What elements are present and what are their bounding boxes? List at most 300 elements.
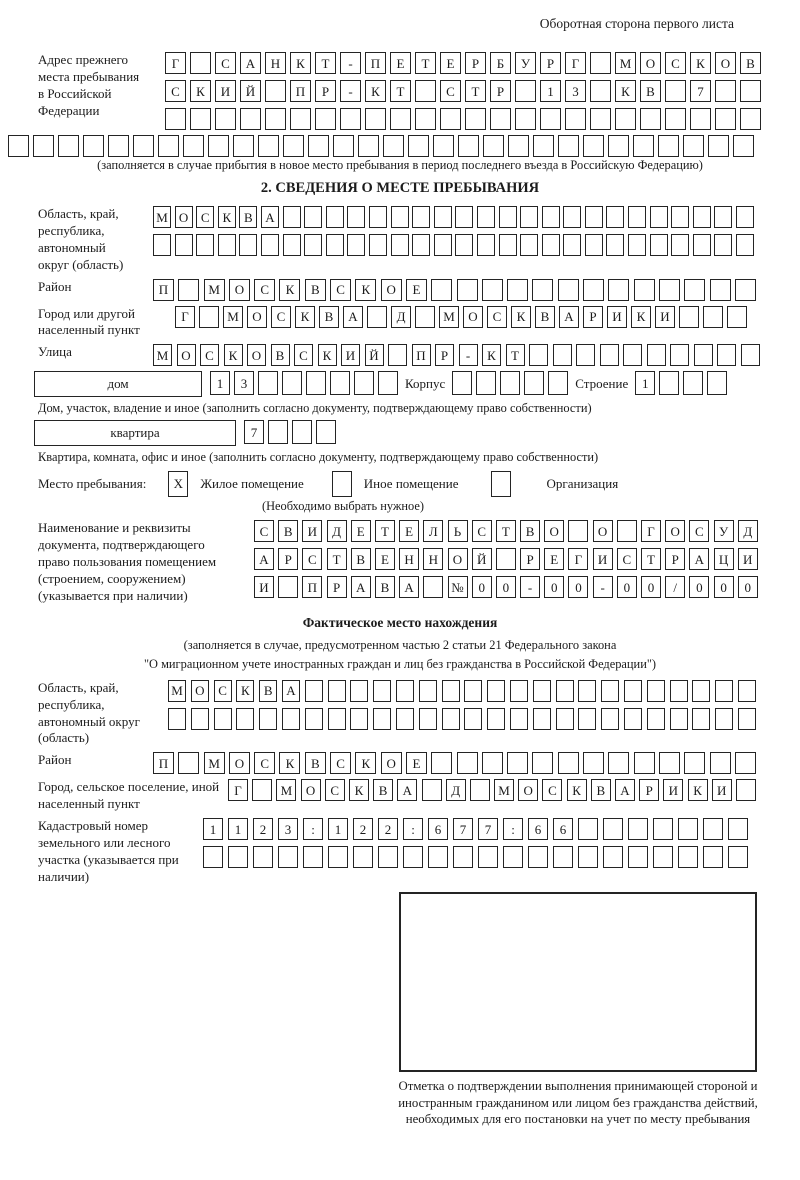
- char-box[interactable]: [710, 752, 731, 774]
- char-box[interactable]: 1: [328, 818, 348, 840]
- char-box[interactable]: [524, 371, 544, 395]
- char-box[interactable]: [240, 108, 261, 130]
- char-box[interactable]: С: [330, 752, 351, 774]
- char-box[interactable]: Е: [406, 279, 427, 301]
- char-box[interactable]: [583, 135, 604, 157]
- char-box[interactable]: [33, 135, 54, 157]
- char-box[interactable]: [615, 108, 636, 130]
- char-box[interactable]: [670, 344, 689, 366]
- char-box[interactable]: [499, 206, 517, 228]
- char-box[interactable]: [679, 306, 699, 328]
- char-box[interactable]: [290, 108, 311, 130]
- char-box[interactable]: О: [381, 752, 402, 774]
- char-box[interactable]: [703, 306, 723, 328]
- char-box[interactable]: [487, 680, 505, 702]
- char-box[interactable]: В: [520, 520, 540, 542]
- char-box[interactable]: Г: [175, 306, 195, 328]
- char-box[interactable]: [670, 680, 688, 702]
- char-box[interactable]: О: [593, 520, 613, 542]
- char-box[interactable]: В: [351, 548, 371, 570]
- char-box[interactable]: Р: [315, 80, 336, 102]
- char-box[interactable]: Р: [327, 576, 347, 598]
- char-box[interactable]: [236, 708, 254, 730]
- char-box[interactable]: Г: [165, 52, 186, 74]
- char-box[interactable]: [214, 708, 232, 730]
- char-box[interactable]: [603, 846, 623, 868]
- char-box[interactable]: [378, 846, 398, 868]
- char-box[interactable]: Й: [240, 80, 261, 102]
- char-box[interactable]: Т: [641, 548, 661, 570]
- char-box[interactable]: К: [279, 279, 300, 301]
- char-box[interactable]: /: [665, 576, 685, 598]
- char-box[interactable]: О: [640, 52, 661, 74]
- char-box[interactable]: О: [229, 279, 250, 301]
- char-box[interactable]: [532, 752, 553, 774]
- char-box[interactable]: О: [463, 306, 483, 328]
- char-box[interactable]: С: [302, 548, 322, 570]
- char-box[interactable]: [558, 135, 579, 157]
- char-box[interactable]: [542, 234, 560, 256]
- char-box[interactable]: [457, 279, 478, 301]
- char-box[interactable]: [292, 420, 312, 444]
- char-box[interactable]: [694, 344, 713, 366]
- char-box[interactable]: [391, 206, 409, 228]
- char-box[interactable]: О: [301, 779, 321, 801]
- char-box[interactable]: [634, 279, 655, 301]
- char-box[interactable]: [350, 708, 368, 730]
- char-box[interactable]: Л: [423, 520, 443, 542]
- char-box[interactable]: -: [520, 576, 540, 598]
- char-box[interactable]: Р: [435, 344, 454, 366]
- char-box[interactable]: [183, 135, 204, 157]
- char-box[interactable]: И: [593, 548, 613, 570]
- char-box[interactable]: К: [567, 779, 587, 801]
- char-box[interactable]: И: [712, 779, 732, 801]
- char-box[interactable]: [233, 135, 254, 157]
- char-box[interactable]: [601, 680, 619, 702]
- char-box[interactable]: [576, 344, 595, 366]
- char-box[interactable]: [408, 135, 429, 157]
- char-box[interactable]: [433, 135, 454, 157]
- char-box[interactable]: Г: [565, 52, 586, 74]
- char-box[interactable]: М: [153, 344, 172, 366]
- char-box[interactable]: :: [403, 818, 423, 840]
- char-box[interactable]: [515, 108, 536, 130]
- char-box[interactable]: -: [340, 80, 361, 102]
- char-box[interactable]: [540, 108, 561, 130]
- char-box[interactable]: [306, 371, 326, 395]
- char-box[interactable]: [628, 234, 646, 256]
- char-box[interactable]: Т: [415, 52, 436, 74]
- char-box[interactable]: А: [351, 576, 371, 598]
- char-box[interactable]: [373, 708, 391, 730]
- char-box[interactable]: [733, 135, 754, 157]
- char-box[interactable]: [503, 846, 523, 868]
- char-box[interactable]: К: [688, 779, 708, 801]
- char-box[interactable]: [515, 80, 536, 102]
- char-box[interactable]: [304, 234, 322, 256]
- char-box[interactable]: С: [215, 52, 236, 74]
- char-box[interactable]: [608, 135, 629, 157]
- char-box[interactable]: Е: [351, 520, 371, 542]
- char-box[interactable]: [482, 279, 503, 301]
- char-box[interactable]: 0: [714, 576, 734, 598]
- char-box[interactable]: [253, 846, 273, 868]
- char-box[interactable]: Н: [423, 548, 443, 570]
- char-box[interactable]: [533, 680, 551, 702]
- char-box[interactable]: Ь: [448, 520, 468, 542]
- char-box[interactable]: П: [290, 80, 311, 102]
- char-box[interactable]: [741, 344, 760, 366]
- char-box[interactable]: В: [640, 80, 661, 102]
- char-box[interactable]: [252, 779, 272, 801]
- char-box[interactable]: Ц: [714, 548, 734, 570]
- char-box[interactable]: [617, 520, 637, 542]
- char-box[interactable]: К: [631, 306, 651, 328]
- char-box[interactable]: [578, 818, 598, 840]
- char-box[interactable]: П: [365, 52, 386, 74]
- char-box[interactable]: [388, 344, 407, 366]
- char-box[interactable]: [692, 708, 710, 730]
- char-box[interactable]: [365, 108, 386, 130]
- char-box[interactable]: 0: [617, 576, 637, 598]
- char-box[interactable]: Р: [540, 52, 561, 74]
- char-box[interactable]: [326, 206, 344, 228]
- char-box[interactable]: 0: [496, 576, 516, 598]
- char-box[interactable]: [347, 206, 365, 228]
- char-box[interactable]: [326, 234, 344, 256]
- char-box[interactable]: Р: [639, 779, 659, 801]
- char-box[interactable]: [283, 206, 301, 228]
- char-box[interactable]: В: [591, 779, 611, 801]
- char-box[interactable]: [510, 708, 528, 730]
- char-box[interactable]: М: [204, 279, 225, 301]
- char-box[interactable]: С: [294, 344, 313, 366]
- char-box[interactable]: 1: [635, 371, 655, 395]
- char-box[interactable]: И: [655, 306, 675, 328]
- char-box[interactable]: [415, 108, 436, 130]
- char-box[interactable]: 6: [528, 818, 548, 840]
- char-box[interactable]: А: [559, 306, 579, 328]
- char-box[interactable]: В: [373, 779, 393, 801]
- char-box[interactable]: Р: [278, 548, 298, 570]
- char-box[interactable]: [556, 708, 574, 730]
- char-box[interactable]: [684, 279, 705, 301]
- char-box[interactable]: [455, 234, 473, 256]
- char-box[interactable]: [316, 420, 336, 444]
- char-box[interactable]: [628, 206, 646, 228]
- char-box[interactable]: [239, 234, 257, 256]
- char-box[interactable]: [508, 135, 529, 157]
- char-box[interactable]: 0: [544, 576, 564, 598]
- char-box[interactable]: [153, 234, 171, 256]
- char-box[interactable]: [647, 680, 665, 702]
- char-box[interactable]: [499, 234, 517, 256]
- char-box[interactable]: [510, 680, 528, 702]
- char-box[interactable]: [203, 846, 223, 868]
- char-box[interactable]: М: [223, 306, 243, 328]
- char-box[interactable]: [378, 371, 398, 395]
- char-box[interactable]: Г: [568, 548, 588, 570]
- char-box[interactable]: 1: [210, 371, 230, 395]
- char-box[interactable]: К: [482, 344, 501, 366]
- char-box[interactable]: [58, 135, 79, 157]
- char-box[interactable]: [196, 234, 214, 256]
- char-box[interactable]: 0: [738, 576, 758, 598]
- char-box[interactable]: [175, 234, 193, 256]
- char-box[interactable]: [487, 708, 505, 730]
- char-box[interactable]: Д: [391, 306, 411, 328]
- char-box[interactable]: [653, 846, 673, 868]
- char-box[interactable]: [191, 708, 209, 730]
- char-box[interactable]: [434, 234, 452, 256]
- char-box[interactable]: [533, 708, 551, 730]
- char-box[interactable]: [422, 779, 442, 801]
- char-box[interactable]: О: [715, 52, 736, 74]
- char-box[interactable]: [482, 752, 503, 774]
- char-box[interactable]: К: [290, 52, 311, 74]
- char-box[interactable]: [659, 371, 679, 395]
- char-box[interactable]: [282, 371, 302, 395]
- char-box[interactable]: [714, 206, 732, 228]
- kvartira-named-box[interactable]: [34, 420, 236, 446]
- char-box[interactable]: [442, 680, 460, 702]
- char-box[interactable]: [658, 135, 679, 157]
- char-box[interactable]: [634, 752, 655, 774]
- char-box[interactable]: [715, 108, 736, 130]
- char-box[interactable]: Н: [399, 548, 419, 570]
- char-box[interactable]: Е: [406, 752, 427, 774]
- char-box[interactable]: М: [494, 779, 514, 801]
- char-box[interactable]: П: [153, 279, 174, 301]
- char-box[interactable]: [340, 108, 361, 130]
- char-box[interactable]: [442, 708, 460, 730]
- char-box[interactable]: 7: [478, 818, 498, 840]
- char-box[interactable]: [623, 344, 642, 366]
- char-box[interactable]: [423, 576, 443, 598]
- char-box[interactable]: [305, 708, 323, 730]
- char-box[interactable]: С: [200, 344, 219, 366]
- char-box[interactable]: [556, 680, 574, 702]
- char-box[interactable]: С: [665, 52, 686, 74]
- char-box[interactable]: Е: [544, 548, 564, 570]
- char-box[interactable]: [585, 206, 603, 228]
- char-box[interactable]: [600, 344, 619, 366]
- char-box[interactable]: С: [165, 80, 186, 102]
- char-box[interactable]: [671, 206, 689, 228]
- char-box[interactable]: Й: [365, 344, 384, 366]
- char-box[interactable]: [215, 108, 236, 130]
- char-box[interactable]: [333, 135, 354, 157]
- checkbox-zhiloe-pomeshchenie[interactable]: X: [168, 471, 188, 497]
- char-box[interactable]: О: [191, 680, 209, 702]
- char-box[interactable]: 3: [278, 818, 298, 840]
- char-box[interactable]: К: [365, 80, 386, 102]
- char-box[interactable]: Р: [583, 306, 603, 328]
- char-box[interactable]: [419, 708, 437, 730]
- char-box[interactable]: [529, 344, 548, 366]
- char-box[interactable]: Д: [446, 779, 466, 801]
- char-box[interactable]: [717, 344, 736, 366]
- char-box[interactable]: С: [487, 306, 507, 328]
- char-box[interactable]: 3: [234, 371, 254, 395]
- char-box[interactable]: [282, 708, 300, 730]
- char-box[interactable]: [650, 206, 668, 228]
- char-box[interactable]: [199, 306, 219, 328]
- char-box[interactable]: 1: [540, 80, 561, 102]
- char-box[interactable]: -: [459, 344, 478, 366]
- char-box[interactable]: С: [689, 520, 709, 542]
- char-box[interactable]: С: [254, 752, 275, 774]
- char-box[interactable]: -: [593, 576, 613, 598]
- char-box[interactable]: 1: [228, 818, 248, 840]
- char-box[interactable]: О: [175, 206, 193, 228]
- char-box[interactable]: [258, 371, 278, 395]
- char-box[interactable]: К: [355, 752, 376, 774]
- char-box[interactable]: М: [276, 779, 296, 801]
- char-box[interactable]: О: [247, 344, 266, 366]
- char-box[interactable]: [553, 846, 573, 868]
- char-box[interactable]: К: [355, 279, 376, 301]
- char-box[interactable]: [496, 548, 516, 570]
- char-box[interactable]: [476, 371, 496, 395]
- char-box[interactable]: [738, 680, 756, 702]
- char-box[interactable]: Т: [390, 80, 411, 102]
- char-box[interactable]: [268, 420, 288, 444]
- char-box[interactable]: О: [381, 279, 402, 301]
- char-box[interactable]: В: [319, 306, 339, 328]
- char-box[interactable]: О: [229, 752, 250, 774]
- char-box[interactable]: [168, 708, 186, 730]
- char-box[interactable]: [278, 846, 298, 868]
- char-box[interactable]: [265, 108, 286, 130]
- char-box[interactable]: [728, 846, 748, 868]
- char-box[interactable]: А: [397, 779, 417, 801]
- char-box[interactable]: [640, 108, 661, 130]
- char-box[interactable]: [178, 279, 199, 301]
- char-box[interactable]: В: [740, 52, 761, 74]
- char-box[interactable]: [283, 234, 301, 256]
- char-box[interactable]: Т: [506, 344, 525, 366]
- char-box[interactable]: В: [375, 576, 395, 598]
- char-box[interactable]: К: [690, 52, 711, 74]
- char-box[interactable]: 7: [690, 80, 711, 102]
- char-box[interactable]: [415, 306, 435, 328]
- char-box[interactable]: [624, 708, 642, 730]
- char-box[interactable]: [373, 680, 391, 702]
- char-box[interactable]: -: [340, 52, 361, 74]
- char-box[interactable]: П: [302, 576, 322, 598]
- char-box[interactable]: [308, 135, 329, 157]
- char-box[interactable]: [653, 818, 673, 840]
- char-box[interactable]: Е: [440, 52, 461, 74]
- char-box[interactable]: [490, 108, 511, 130]
- char-box[interactable]: [690, 108, 711, 130]
- char-box[interactable]: [590, 108, 611, 130]
- char-box[interactable]: В: [305, 279, 326, 301]
- char-box[interactable]: В: [239, 206, 257, 228]
- char-box[interactable]: [715, 680, 733, 702]
- char-box[interactable]: [500, 371, 520, 395]
- char-box[interactable]: [563, 206, 581, 228]
- char-box[interactable]: [736, 234, 754, 256]
- char-box[interactable]: К: [615, 80, 636, 102]
- char-box[interactable]: [431, 279, 452, 301]
- char-box[interactable]: И: [341, 344, 360, 366]
- char-box[interactable]: М: [439, 306, 459, 328]
- char-box[interactable]: О: [518, 779, 538, 801]
- char-box[interactable]: О: [665, 520, 685, 542]
- char-box[interactable]: :: [303, 818, 323, 840]
- char-box[interactable]: [478, 846, 498, 868]
- char-box[interactable]: [715, 708, 733, 730]
- char-box[interactable]: [606, 234, 624, 256]
- char-box[interactable]: [710, 279, 731, 301]
- char-box[interactable]: 0: [472, 576, 492, 598]
- char-box[interactable]: [304, 206, 322, 228]
- char-box[interactable]: [590, 52, 611, 74]
- char-box[interactable]: К: [511, 306, 531, 328]
- char-box[interactable]: [431, 752, 452, 774]
- char-box[interactable]: А: [343, 306, 363, 328]
- char-box[interactable]: [735, 279, 756, 301]
- char-box[interactable]: [465, 108, 486, 130]
- char-box[interactable]: [453, 846, 473, 868]
- char-box[interactable]: [354, 371, 374, 395]
- char-box[interactable]: [683, 135, 704, 157]
- char-box[interactable]: [350, 680, 368, 702]
- char-box[interactable]: [158, 135, 179, 157]
- char-box[interactable]: [678, 846, 698, 868]
- char-box[interactable]: Т: [327, 548, 347, 570]
- char-box[interactable]: [736, 779, 756, 801]
- char-box[interactable]: 7: [453, 818, 473, 840]
- char-box[interactable]: Т: [375, 520, 395, 542]
- char-box[interactable]: К: [295, 306, 315, 328]
- char-box[interactable]: [455, 206, 473, 228]
- char-box[interactable]: [303, 846, 323, 868]
- char-box[interactable]: [606, 206, 624, 228]
- char-box[interactable]: [178, 752, 199, 774]
- char-box[interactable]: [347, 234, 365, 256]
- char-box[interactable]: А: [399, 576, 419, 598]
- char-box[interactable]: [603, 818, 623, 840]
- char-box[interactable]: М: [168, 680, 186, 702]
- char-box[interactable]: [208, 135, 229, 157]
- char-box[interactable]: 2: [353, 818, 373, 840]
- char-box[interactable]: И: [302, 520, 322, 542]
- char-box[interactable]: [583, 752, 604, 774]
- char-box[interactable]: [457, 752, 478, 774]
- char-box[interactable]: В: [305, 752, 326, 774]
- char-box[interactable]: [628, 846, 648, 868]
- char-box[interactable]: [165, 108, 186, 130]
- char-box[interactable]: [670, 708, 688, 730]
- char-box[interactable]: С: [440, 80, 461, 102]
- char-box[interactable]: П: [412, 344, 431, 366]
- char-box[interactable]: [684, 752, 705, 774]
- char-box[interactable]: [738, 708, 756, 730]
- char-box[interactable]: [671, 234, 689, 256]
- char-box[interactable]: [693, 206, 711, 228]
- checkbox-inoe-pomeshchenie[interactable]: [332, 471, 352, 497]
- char-box[interactable]: [259, 708, 277, 730]
- char-box[interactable]: [477, 206, 495, 228]
- char-box[interactable]: 0: [568, 576, 588, 598]
- char-box[interactable]: А: [254, 548, 274, 570]
- char-box[interactable]: [528, 846, 548, 868]
- char-box[interactable]: С: [271, 306, 291, 328]
